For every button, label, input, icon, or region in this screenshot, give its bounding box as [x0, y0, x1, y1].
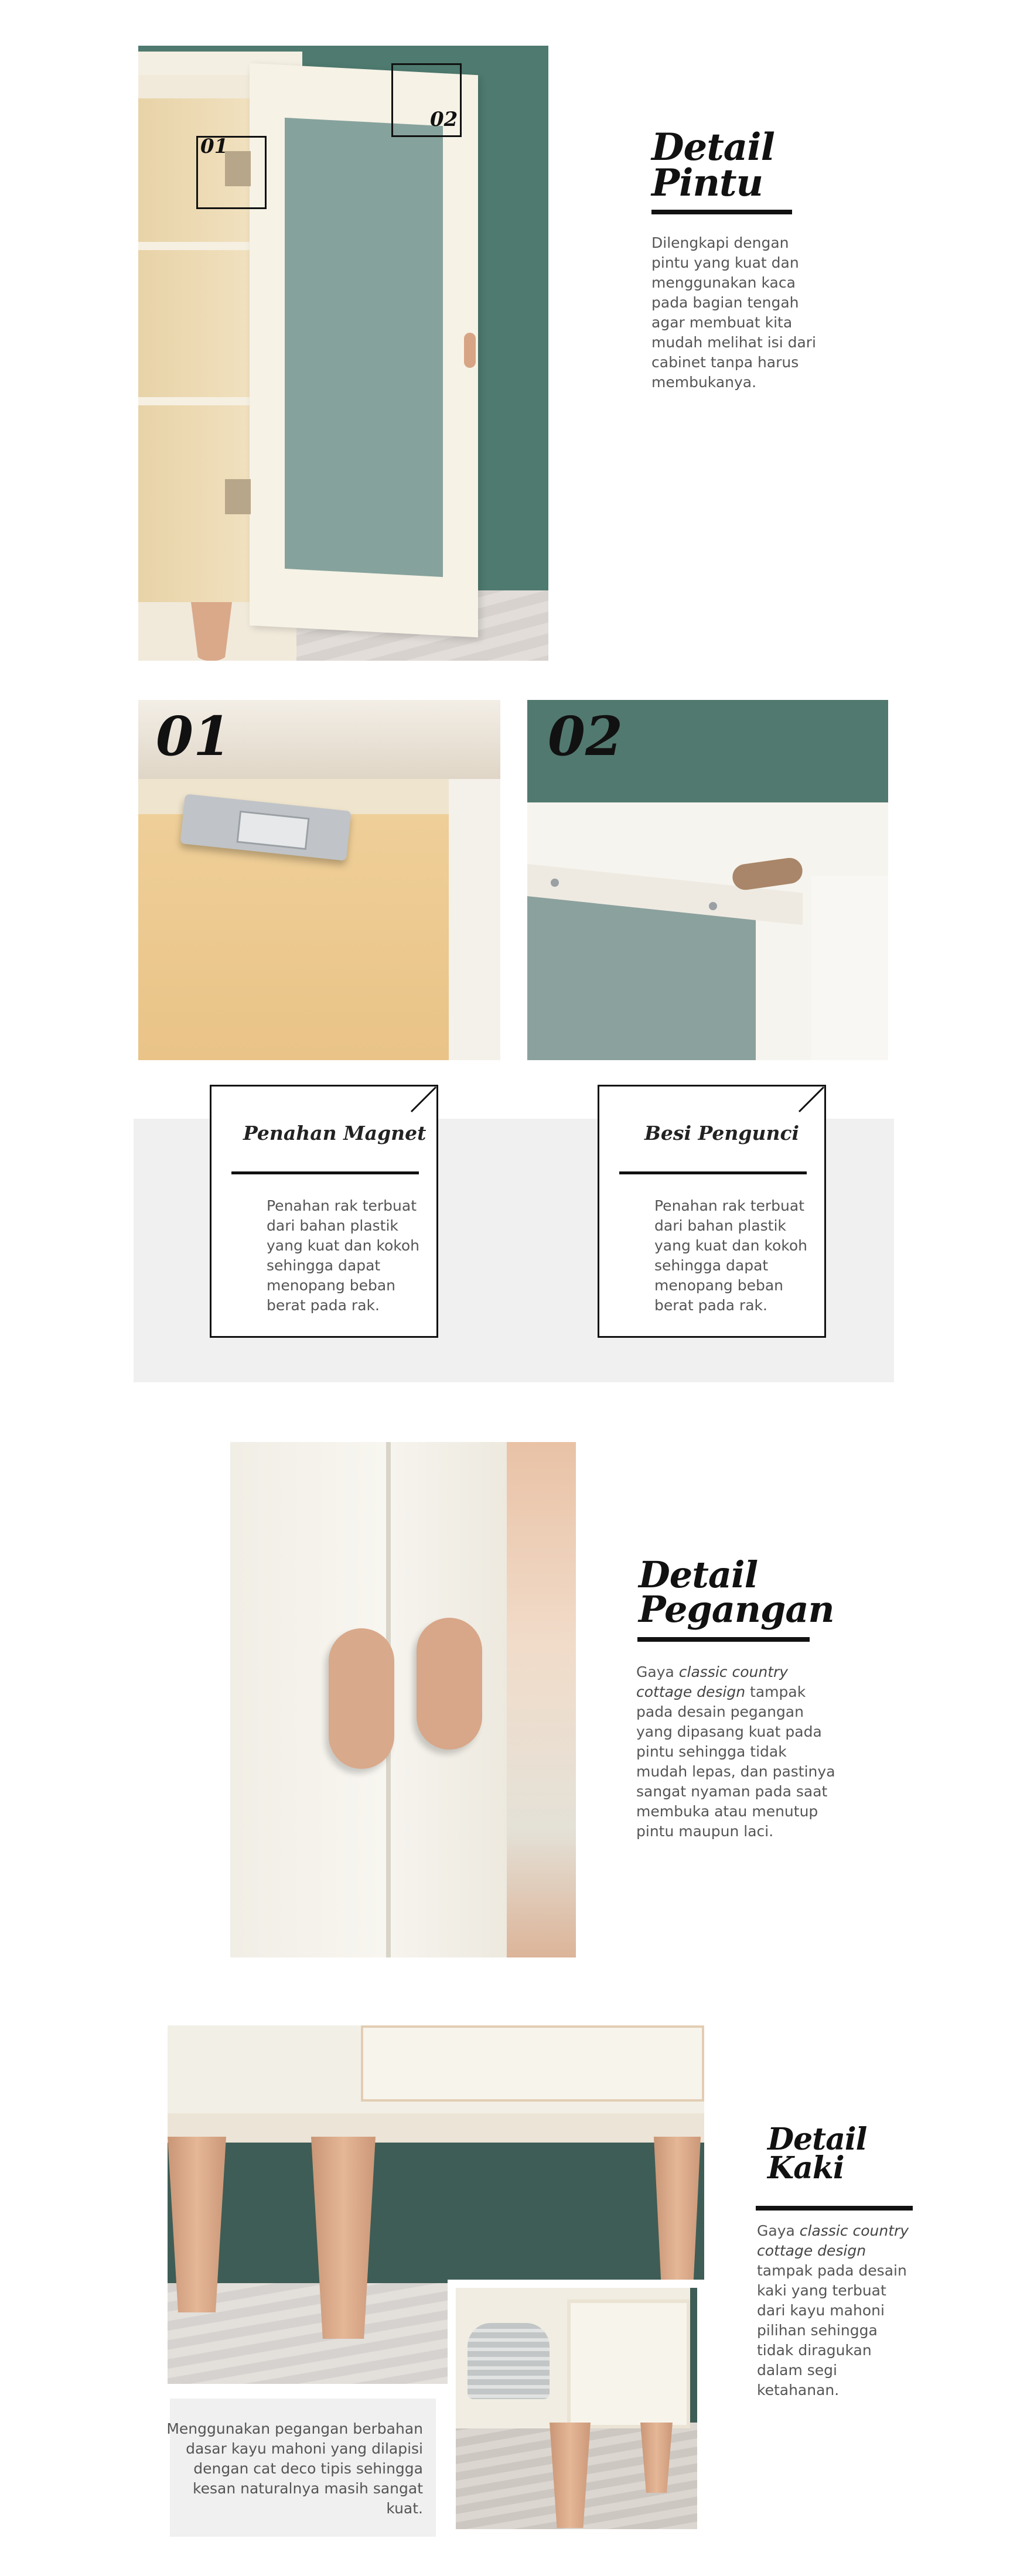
callout-label-01: 01	[200, 135, 228, 158]
text-line: menggunakan kaca	[651, 274, 796, 291]
text-line	[636, 1802, 835, 1822]
handle-description	[636, 1662, 835, 1842]
emphasis-text: cottage design	[636, 1683, 746, 1700]
text-part: sangat nyaman pada saat	[636, 1783, 828, 1800]
text-line: dari bahan plastik	[654, 1217, 786, 1234]
door-heading-line: Pintu	[651, 160, 763, 205]
text-line	[636, 1742, 835, 1762]
handle-heading-line: Pegangan	[639, 1587, 834, 1631]
text-part: pada desain pegangan	[636, 1703, 804, 1720]
text-line: berat pada rak.	[267, 1297, 380, 1314]
legs-heading-line: Detail	[767, 2121, 867, 2157]
text-line: menopang beban	[654, 1277, 784, 1294]
text-line	[757, 2321, 909, 2341]
text-line: berat pada rak.	[654, 1297, 767, 1314]
text-part: dari kayu mahoni	[757, 2302, 885, 2319]
feature-card-text	[267, 1196, 419, 1316]
wooden-handle	[329, 1628, 394, 1769]
plates-stack	[468, 2323, 550, 2399]
text-line	[757, 2301, 909, 2321]
text-part: kaki yang terbuat	[757, 2282, 886, 2299]
emphasis-text: classic country	[678, 1663, 789, 1680]
handle-photo	[230, 1442, 576, 1957]
text-line: kesan naturalnya masih sangat	[193, 2480, 423, 2497]
emphasis-text: classic country	[799, 2222, 909, 2239]
hinge	[225, 479, 251, 514]
text-part: tampak	[745, 1683, 806, 1700]
text-line	[757, 2261, 909, 2281]
feature-card-rule	[619, 1171, 807, 1174]
text-line	[636, 1702, 835, 1722]
magnet-closeup-photo	[138, 700, 500, 1060]
text-line	[757, 2380, 909, 2400]
door-heading-rule	[651, 210, 792, 214]
cabinet-side	[507, 1442, 576, 1957]
text-line: dasar kayu mahoni yang dilapisi	[186, 2440, 423, 2457]
cabinet-base	[168, 2113, 704, 2143]
text-line	[636, 1722, 835, 1742]
text-line: yang kuat dan kokoh	[267, 1237, 419, 1254]
text-line: Dilengkapi dengan	[651, 234, 789, 251]
text-line	[757, 2360, 909, 2380]
text-line: pintu yang kuat dan	[651, 254, 799, 271]
handle-heading-line: Detail	[639, 1553, 758, 1596]
text-part: yang dipasang kuat pada	[636, 1723, 822, 1740]
text-line	[757, 2281, 909, 2301]
text-line: kuat.	[386, 2500, 423, 2517]
feature-card-rule	[231, 1171, 419, 1174]
text-part: tidak diragukan	[757, 2342, 872, 2359]
door-description	[651, 233, 816, 392]
text-line: mudah melihat isi dari	[651, 334, 816, 351]
text-part: pilihan sehingga	[757, 2322, 878, 2339]
text-line: dengan cat deco tipis sehingga	[193, 2460, 423, 2477]
legs-heading-rule	[756, 2206, 913, 2211]
door-knob	[464, 333, 476, 368]
text-line: Menggunakan pegangan berbahan	[166, 2420, 423, 2437]
legs-description	[757, 2221, 909, 2400]
emphasis-text: cottage design	[757, 2242, 866, 2259]
door-glass	[527, 893, 756, 1060]
corner-mark-icon	[409, 1085, 438, 1114]
screw	[709, 902, 717, 910]
legs-note	[166, 2399, 436, 2537]
legs-heading	[767, 2121, 867, 2186]
feature-card-text	[654, 1196, 807, 1316]
text-part: membuka atau menutup	[636, 1803, 818, 1820]
text-part: ketahanan.	[757, 2382, 840, 2399]
lock-closeup-photo	[527, 700, 888, 1060]
text-line	[636, 1762, 835, 1782]
text-part: pintu sehingga tidak	[636, 1743, 787, 1760]
closeup-label-01: 01	[156, 705, 231, 768]
text-line: sehingga dapat	[267, 1257, 381, 1274]
door-heading-line: Detail	[651, 125, 774, 169]
text-line: pada bagian tengah	[651, 294, 799, 311]
callout-label-02: 02	[430, 108, 458, 131]
text-line	[757, 2241, 909, 2261]
text-line: Penahan rak terbuat	[267, 1197, 417, 1214]
legs-heading-line: Kaki	[767, 2150, 844, 2186]
door-side	[811, 876, 888, 1060]
wooden-handle	[417, 1618, 482, 1750]
text-line: menopang beban	[267, 1277, 396, 1294]
text-part: mudah lepas, dan pastinya	[636, 1763, 835, 1780]
corner-mark-icon	[797, 1085, 826, 1114]
legs-inset-photo	[448, 2280, 705, 2537]
text-line	[636, 1662, 835, 1682]
legs-note-text	[166, 2419, 423, 2519]
text-line: dari bahan plastik	[267, 1217, 398, 1234]
text-part: Gaya	[757, 2222, 800, 2239]
text-part: pintu maupun laci.	[636, 1823, 774, 1840]
text-line: agar membuat kita	[651, 314, 793, 331]
screw	[551, 879, 559, 887]
door-heading	[651, 125, 774, 205]
text-line: membukanya.	[651, 374, 757, 391]
text-line: sehingga dapat	[654, 1257, 769, 1274]
feature-card-title: Penahan Magnet	[243, 1122, 427, 1144]
text-part: dalam segi	[757, 2362, 837, 2379]
closeup-label-02: 02	[548, 705, 623, 768]
handle-heading	[639, 1553, 834, 1631]
handle-heading-rule	[637, 1637, 810, 1642]
text-part: tampak pada desain	[757, 2262, 907, 2279]
text-line	[636, 1782, 835, 1802]
door-glass	[285, 118, 443, 577]
text-line	[757, 2221, 909, 2241]
text-line	[636, 1682, 835, 1702]
cabinet-post	[449, 779, 500, 1060]
cabinet-door-panel	[361, 2025, 704, 2102]
text-line	[757, 2341, 909, 2360]
feature-card-title: Besi Pengunci	[644, 1122, 800, 1144]
text-line: cabinet tanpa harus	[651, 354, 799, 371]
cabinet-door	[567, 2300, 690, 2428]
text-part: Gaya	[636, 1663, 679, 1680]
text-line	[636, 1822, 835, 1842]
text-line: Penahan rak terbuat	[654, 1197, 805, 1214]
text-line: yang kuat dan kokoh	[654, 1237, 807, 1254]
